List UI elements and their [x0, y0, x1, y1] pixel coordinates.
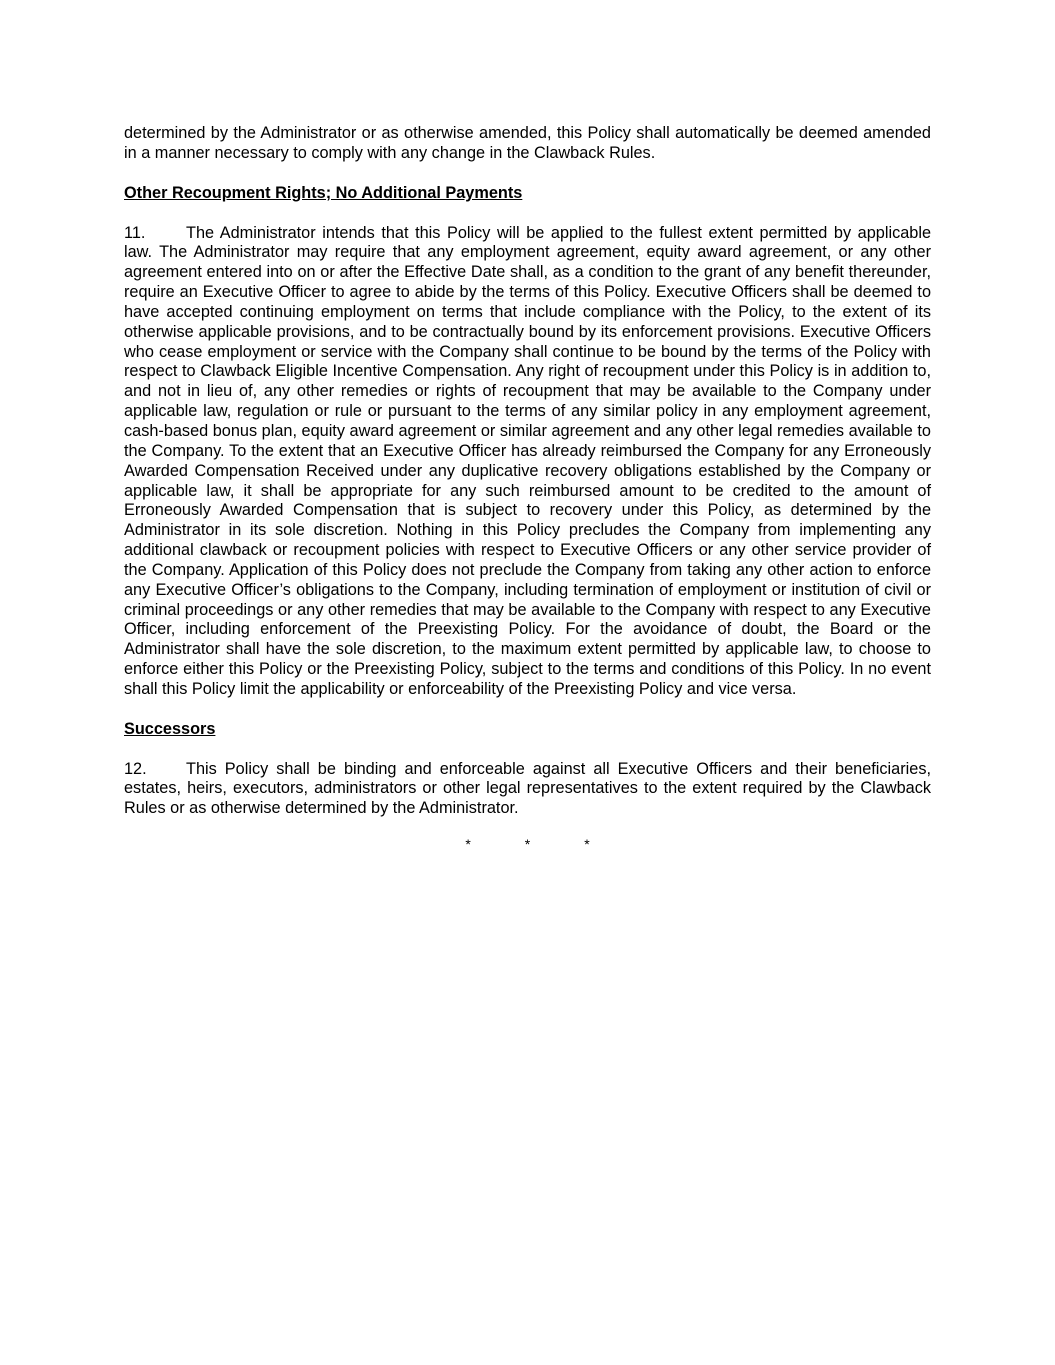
section-heading-other-recoupment-rights: Other Recoupment Rights; No Additional Payments [124, 183, 523, 202]
end-mark: * [465, 836, 471, 853]
document-page [124, 124, 931, 855]
section-11-paragraph [124, 224, 931, 700]
section-heading-successors: Successors [124, 719, 216, 738]
section-number: 11. [124, 223, 146, 242]
end-of-document-marks [124, 835, 931, 855]
section-text: This Policy shall be binding and enforceable against all Executive Officers and their beneficiaries, estates, heirs, executors, administrators or other legal representatives to the extent required by the Clawback Rules or as otherwise determined by the Administrator. [124, 759, 931, 818]
intro-paragraph: determined by the Administrator or as otherwise amended, this Policy shall automatically be deemed amended in a manner necessary to comply with any change in the Clawback Rules. [124, 124, 931, 162]
section-12-paragraph [124, 760, 931, 820]
end-mark: * [584, 836, 590, 853]
end-mark: * [524, 836, 531, 853]
section-number: 12. [124, 759, 147, 778]
section-text: The Administrator intends that this Policy will be applied to the fullest extent permitted by applicable law. The Administrator may require that any employment agreement, equity award agreement, or any other agreement entered into on or after the Effective Date shall, as a condition to the grant of any benefit thereunder, require an Executive Officer to agree to abide by the terms of this Policy. Executive Officers shall be deemed to have accepted continuing employment on terms that include compliance with the Policy, to the extent of its otherwise applicable provisions, and to be contractually bound by its enforcement provisions. Executive Officers who cease employment or service with the Company shall continue to be bound by the terms of the Policy with respect to Clawback Eligible Incentive Compensation. Any right of recoupment under this Policy is in addition to, and not in lieu of, any other remedies or rights of recoupment that may be available to the Company under applicable law, regulation or rule or pursuant to the terms of any similar policy in any employment agreement, cash-based bonus plan, equity award agreement or similar agreement and any other legal remedies available to the Company. To the extent that an Executive Officer has already reimbursed the Company for any Erroneously Awarded Compensation Received under any duplicative recovery obligations established by the Company or applicable law, it shall be appropriate for any such reimbursed amount to be credited to the amount of Erroneously Awarded Compensation that is subject to recovery under this Policy, as determined by the Administrator in its sole discretion. Nothing in this Policy precludes the Company from implementing any additional clawback or recoupment policies with respect to Executive Officers or any other service provider of the Company. Application of this Policy does not preclude the Company from taking any other action to enforce any Executive Officer’s obligations to the Company, including termination of employment or institution of civil or criminal proceedings or any other remedies that may be available to the Company with respect to any Executive Officer, including enforcement of the Preexisting Policy. For the avoidance of doubt, the Board or the Administrator shall have the sole discretion, to the maximum extent permitted by applicable law, to choose to enforce either this Policy or the Preexisting Policy, subject to the terms and conditions of this Policy. In no event shall this Policy limit the applicability or enforceability of the Preexisting Policy and vice versa. [124, 223, 931, 698]
